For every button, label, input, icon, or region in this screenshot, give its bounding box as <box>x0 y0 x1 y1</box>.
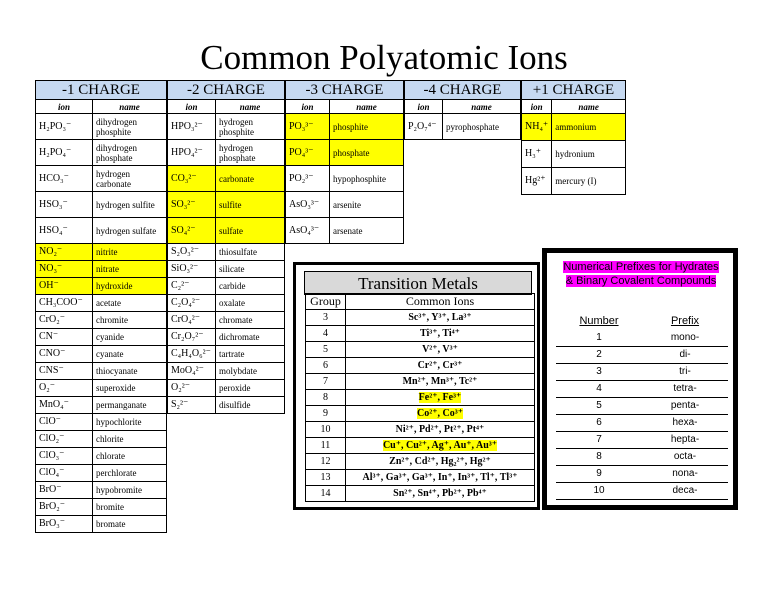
table-row <box>168 114 285 140</box>
table-row <box>556 431 728 448</box>
ion-formula: C₂O₄²⁻ <box>168 295 216 312</box>
group-number: 13 <box>306 470 346 486</box>
table-row <box>168 166 285 192</box>
ion-formula: ClO₄⁻ <box>36 465 93 482</box>
charge-header: -3 CHARGE <box>286 81 404 100</box>
table-row <box>36 166 167 192</box>
ions-text: Cu⁺, Cu²⁺, Ag⁺, Au⁺, Au³⁺ <box>382 440 498 451</box>
prefix-number: 5 <box>556 397 642 414</box>
table-row <box>306 406 535 422</box>
ion-formula: O₂²⁻ <box>168 380 216 397</box>
ion-name: thiosulfate <box>216 244 285 261</box>
ion-name: nitrite <box>93 244 167 261</box>
ion-formula: ClO₃⁻ <box>36 448 93 465</box>
common-ions <box>346 422 535 438</box>
ion-name: dihydrogen phosphate <box>93 140 167 166</box>
group-number: 6 <box>306 358 346 374</box>
table-row <box>306 358 535 374</box>
ion-name: ammonium <box>552 114 626 141</box>
ion-formula: HSO₄⁻ <box>36 218 93 244</box>
table-row <box>522 141 626 168</box>
ion-formula: H₃⁺ <box>522 141 552 168</box>
table-row <box>522 168 626 195</box>
ion-formula: BrO₃⁻ <box>36 516 93 533</box>
table-row <box>306 342 535 358</box>
table-row <box>556 414 728 431</box>
ions-text: Co²⁺, Co³⁺ <box>417 408 463 419</box>
ion-name: hydrogen phosphite <box>216 114 285 140</box>
group-number: 14 <box>306 486 346 502</box>
ion-name: cyanate <box>93 346 167 363</box>
table-row <box>36 192 167 218</box>
ion-formula: C₄H₄O₆²⁻ <box>168 346 216 363</box>
table-row <box>168 295 285 312</box>
minus-4-charge-table <box>404 80 521 140</box>
ion-name: carbonate <box>216 166 285 192</box>
ion-formula: SO₃²⁻ <box>168 192 216 218</box>
prefix-column-header: Prefix <box>670 315 700 327</box>
ion-name: hydrogen sulfite <box>93 192 167 218</box>
table-row <box>36 346 167 363</box>
ion-name: molybdate <box>216 363 285 380</box>
table-row <box>36 465 167 482</box>
ion-formula: MoO₄²⁻ <box>168 363 216 380</box>
ion-name: dihydrogen phosphite <box>93 114 167 140</box>
prefix-value: mono- <box>642 329 728 346</box>
name-column-header: name <box>216 100 285 114</box>
ion-column-header: ion <box>36 100 93 114</box>
table-row <box>286 218 404 244</box>
ion-formula: PO₂³⁻ <box>286 166 330 192</box>
ion-formula: NO₃⁻ <box>36 261 93 278</box>
ion-name: tartrate <box>216 346 285 363</box>
ion-formula: ClO₂⁻ <box>36 431 93 448</box>
prefix-value: nona- <box>642 465 728 482</box>
ion-formula: NH₄⁺ <box>522 114 552 141</box>
ion-formula: CNS⁻ <box>36 363 93 380</box>
prefix-value: di- <box>642 346 728 363</box>
prefix-number: 9 <box>556 465 642 482</box>
table-row <box>168 380 285 397</box>
ion-name: bromite <box>93 499 167 516</box>
ion-name: nitrate <box>93 261 167 278</box>
ion-formula: HPO₃²⁻ <box>168 114 216 140</box>
ion-name: perchlorate <box>93 465 167 482</box>
number-column-header: Number <box>579 315 619 327</box>
ion-formula: CrO₄²⁻ <box>168 312 216 329</box>
ion-formula: BrO₂⁻ <box>36 499 93 516</box>
table-row <box>36 397 167 414</box>
ion-formula: MnO₄⁻ <box>36 397 93 414</box>
ion-name: permanganate <box>93 397 167 414</box>
table-row <box>168 192 285 218</box>
ion-column-header: ion <box>168 100 216 114</box>
table-row <box>556 329 728 346</box>
prefix-number: 4 <box>556 380 642 397</box>
ion-name: hypochlorite <box>93 414 167 431</box>
ions-text: Sc³⁺, Y³⁺, La³⁺ <box>408 312 472 323</box>
ion-formula: CNO⁻ <box>36 346 93 363</box>
prefix-value: tri- <box>642 363 728 380</box>
ion-formula: CN⁻ <box>36 329 93 346</box>
charge-header: +1 CHARGE <box>522 81 626 100</box>
ions-text: V²⁺, V³⁺ <box>422 344 458 355</box>
group-number: 11 <box>306 438 346 454</box>
table-row <box>286 192 404 218</box>
ion-formula: CH₃COO⁻ <box>36 295 93 312</box>
transition-metals-title: Transition Metals <box>304 271 532 295</box>
ion-formula: HSO₃⁻ <box>36 192 93 218</box>
ion-formula: ClO⁻ <box>36 414 93 431</box>
ion-formula: Cr₂O₇²⁻ <box>168 329 216 346</box>
ion-name: phosphate <box>330 140 404 166</box>
prefix-number: 7 <box>556 431 642 448</box>
table-row <box>36 278 167 295</box>
group-number: 7 <box>306 374 346 390</box>
ions-text: Zn²⁺, Cd²⁺, Hg₂²⁺, Hg²⁺ <box>389 456 491 467</box>
table-row <box>36 140 167 166</box>
ion-formula: HPO₄²⁻ <box>168 140 216 166</box>
table-row <box>36 261 167 278</box>
ion-column-header: ion <box>522 100 552 114</box>
ions-text: Sn²⁺, Sn⁴⁺, Pb²⁺, Pb⁴⁺ <box>393 488 487 499</box>
table-row <box>405 114 521 140</box>
ion-column-header: ion <box>405 100 443 114</box>
ion-name: phosphite <box>330 114 404 140</box>
ion-formula: PO₃³⁻ <box>286 114 330 140</box>
table-row <box>306 438 535 454</box>
table-row <box>36 363 167 380</box>
ion-formula: S₂O₃²⁻ <box>168 244 216 261</box>
table-row <box>36 414 167 431</box>
table-row <box>286 166 404 192</box>
ion-name: dichromate <box>216 329 285 346</box>
minus-1-charge-table <box>35 80 167 533</box>
table-row <box>168 244 285 261</box>
common-ions <box>346 438 535 454</box>
table-row <box>36 516 167 533</box>
table-row <box>306 374 535 390</box>
table-row <box>306 310 535 326</box>
ions-text: Al³⁺, Ga³⁺, Ga³⁺, In⁺, In³⁺, Tl⁺, Tl³⁺ <box>362 472 518 483</box>
prefix-number: 8 <box>556 448 642 465</box>
common-ions <box>346 406 535 422</box>
ion-name: acetate <box>93 295 167 312</box>
table-row <box>556 346 728 363</box>
table-row <box>306 390 535 406</box>
ion-formula: P₂O₇⁴⁻ <box>405 114 443 140</box>
table-row <box>286 140 404 166</box>
minus-2-charge-table <box>167 80 285 414</box>
table-row <box>522 114 626 141</box>
table-row <box>168 363 285 380</box>
ion-name: hydrogen carbonate <box>93 166 167 192</box>
table-row <box>36 218 167 244</box>
ion-formula: PO₄³⁻ <box>286 140 330 166</box>
prefix-value: tetra- <box>642 380 728 397</box>
table-row <box>36 499 167 516</box>
group-number: 3 <box>306 310 346 326</box>
ion-name: chromate <box>216 312 285 329</box>
ion-formula: SO₄²⁻ <box>168 218 216 244</box>
ion-formula: H₂PO₄⁻ <box>36 140 93 166</box>
ion-name: bromate <box>93 516 167 533</box>
table-row <box>168 140 285 166</box>
ion-formula: CrO₂⁻ <box>36 312 93 329</box>
table-row <box>556 482 728 499</box>
table-row <box>168 312 285 329</box>
ion-name: oxalate <box>216 295 285 312</box>
prefix-number: 1 <box>556 329 642 346</box>
ion-name: hydrogen sulfate <box>93 218 167 244</box>
ion-formula: BrO⁻ <box>36 482 93 499</box>
ion-name: peroxide <box>216 380 285 397</box>
ion-name: silicate <box>216 261 285 278</box>
table-row <box>306 422 535 438</box>
ion-name: cyanide <box>93 329 167 346</box>
name-column-header: name <box>93 100 167 114</box>
table-row <box>168 261 285 278</box>
common-ions <box>346 486 535 502</box>
common-ions <box>346 470 535 486</box>
name-column-header: name <box>330 100 404 114</box>
ion-formula: SiO₃²⁻ <box>168 261 216 278</box>
ions-text: Ti³⁺, Ti⁴⁺ <box>420 328 460 339</box>
table-row <box>306 454 535 470</box>
group-number: 4 <box>306 326 346 342</box>
common-ions-column-header: Common Ions <box>346 294 535 310</box>
ion-name: hypobromite <box>93 482 167 499</box>
group-number: 5 <box>306 342 346 358</box>
common-ions <box>346 358 535 374</box>
name-column-header: name <box>552 100 626 114</box>
table-row <box>306 326 535 342</box>
plus-1-charge-table <box>521 80 626 195</box>
ion-name: hypophosphite <box>330 166 404 192</box>
table-row <box>36 380 167 397</box>
transition-metals-table <box>305 293 535 502</box>
common-ions <box>346 390 535 406</box>
ion-formula: S₂²⁻ <box>168 397 216 414</box>
ion-name: sulfate <box>216 218 285 244</box>
ions-text: Fe²⁺, Fe³⁺ <box>418 392 462 403</box>
ions-text: Mn²⁺, Mn³⁺, Tc²⁺ <box>402 376 478 387</box>
table-row <box>168 218 285 244</box>
charge-header: -4 CHARGE <box>405 81 521 100</box>
group-number: 12 <box>306 454 346 470</box>
charge-header: -1 CHARGE <box>36 81 167 100</box>
name-column-header: name <box>443 100 521 114</box>
prefix-value: octa- <box>642 448 728 465</box>
table-row <box>306 470 535 486</box>
table-row <box>556 397 728 414</box>
prefix-number: 2 <box>556 346 642 363</box>
table-row <box>36 448 167 465</box>
ion-formula: AsO₃³⁻ <box>286 192 330 218</box>
table-row <box>556 380 728 397</box>
table-row <box>168 329 285 346</box>
group-column-header: Group <box>306 294 346 310</box>
table-row <box>168 346 285 363</box>
prefix-number: 3 <box>556 363 642 380</box>
table-row <box>306 486 535 502</box>
prefix-value: penta- <box>642 397 728 414</box>
ion-name: disulfide <box>216 397 285 414</box>
ion-formula: AsO₄³⁻ <box>286 218 330 244</box>
prefix-number: 6 <box>556 414 642 431</box>
group-number: 10 <box>306 422 346 438</box>
table-row <box>168 278 285 295</box>
prefix-value: hepta- <box>642 431 728 448</box>
ion-name: thiocyanate <box>93 363 167 380</box>
prefix-number: 10 <box>556 482 642 499</box>
minus-3-charge-table <box>285 80 404 244</box>
ion-name: chlorite <box>93 431 167 448</box>
group-number: 9 <box>306 406 346 422</box>
ion-formula: OH⁻ <box>36 278 93 295</box>
ion-column-header: ion <box>286 100 330 114</box>
ion-formula: HCO₃⁻ <box>36 166 93 192</box>
ions-text: Ni²⁺, Pd²⁺, Pt²⁺, Pt⁴⁺ <box>395 424 485 435</box>
ion-name: arsenate <box>330 218 404 244</box>
ion-formula: C₂²⁻ <box>168 278 216 295</box>
table-row <box>36 482 167 499</box>
prefix-value: hexa- <box>642 414 728 431</box>
common-ions <box>346 454 535 470</box>
ion-formula: O₂⁻ <box>36 380 93 397</box>
ion-name: hydrogen phosphate <box>216 140 285 166</box>
ion-name: chlorate <box>93 448 167 465</box>
ion-name: mercury (I) <box>552 168 626 195</box>
table-row <box>286 114 404 140</box>
ion-name: hydroxide <box>93 278 167 295</box>
prefix-value: deca- <box>642 482 728 499</box>
ion-formula: CO₃²⁻ <box>168 166 216 192</box>
table-row <box>36 329 167 346</box>
page-title: Common Polyatomic Ions <box>200 38 568 77</box>
table-row <box>36 114 167 140</box>
ion-formula: Hg²⁺ <box>522 168 552 195</box>
ion-name: sulfite <box>216 192 285 218</box>
charge-header: -2 CHARGE <box>168 81 285 100</box>
ion-formula: NO₂⁻ <box>36 244 93 261</box>
table-row <box>36 312 167 329</box>
common-ions <box>346 342 535 358</box>
table-row <box>168 397 285 414</box>
common-ions <box>346 326 535 342</box>
ion-name: pyrophosphate <box>443 114 521 140</box>
table-row <box>36 244 167 261</box>
table-row <box>556 465 728 482</box>
ion-name: carbide <box>216 278 285 295</box>
ion-name: arsenite <box>330 192 404 218</box>
ion-name: chromite <box>93 312 167 329</box>
numerical-prefixes-title: Numerical Prefixes for Hydrates & Binary Covalent Compounds <box>563 261 719 287</box>
common-ions <box>346 310 535 326</box>
ion-name: hydronium <box>552 141 626 168</box>
group-number: 8 <box>306 390 346 406</box>
common-ions <box>346 374 535 390</box>
table-row <box>556 363 728 380</box>
ion-name: superoxide <box>93 380 167 397</box>
table-row <box>36 295 167 312</box>
table-row <box>36 431 167 448</box>
table-row <box>556 448 728 465</box>
ions-text: Cr²⁺, Cr³⁺ <box>417 360 463 371</box>
numerical-prefixes-table <box>556 313 728 500</box>
ion-formula: H₂PO₃⁻ <box>36 114 93 140</box>
